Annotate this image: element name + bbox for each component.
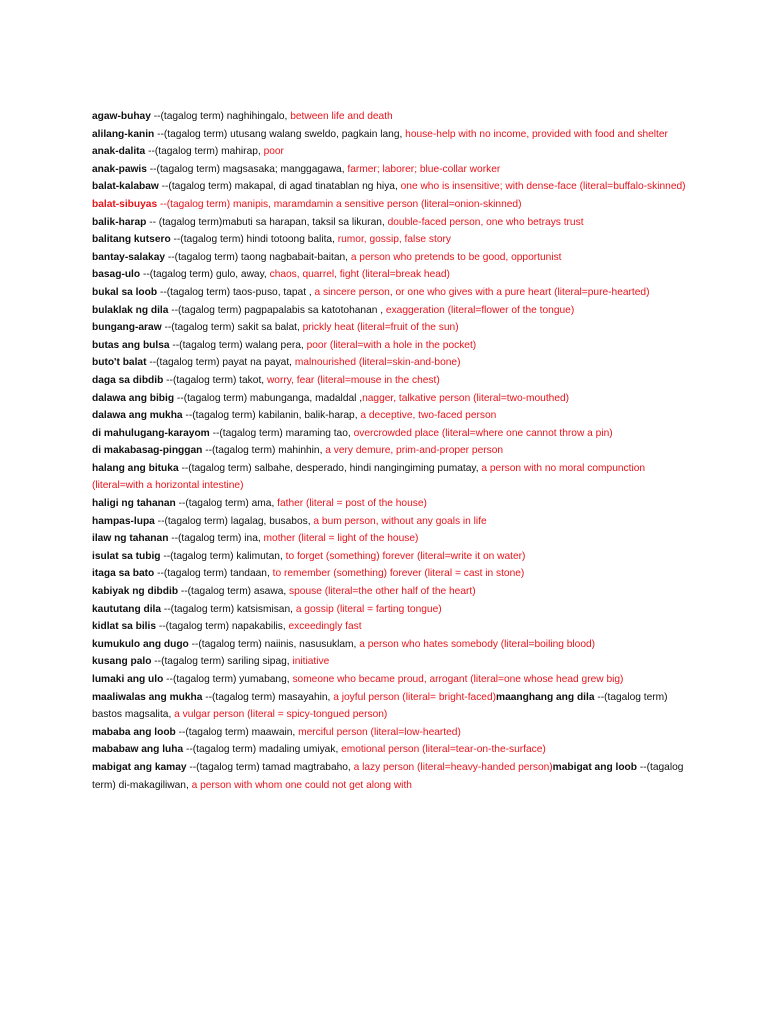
entry-term: kabiyak ng dibdib bbox=[92, 586, 179, 598]
glossary-entry bbox=[92, 126, 688, 144]
glossary-entry bbox=[92, 354, 688, 372]
entry-definition: --(tagalog term) naghihingalo, bbox=[150, 111, 291, 122]
glossary-entry bbox=[92, 214, 688, 232]
entry-definition: --(tagalog term) naiinis, nasusuklam, bbox=[188, 638, 360, 650]
glossary-entry bbox=[92, 724, 688, 742]
glossary-entry bbox=[92, 302, 688, 320]
entry-definition: --(tagalog term) madaling umiyak, bbox=[183, 744, 342, 756]
entry-term: kumukulo ang dugo bbox=[92, 638, 189, 650]
glossary-list bbox=[92, 108, 688, 794]
entry-definition: --(tagalog term) kalimutan, bbox=[160, 550, 286, 562]
entry-translation: initiative bbox=[292, 656, 330, 668]
entry-definition: --(tagalog term) ina, bbox=[168, 533, 264, 545]
entry-definition: --(tagalog term) mabunganga, madaldal , bbox=[174, 392, 363, 404]
entry-translation: to remember (something) forever (literal = cast in stone) bbox=[272, 568, 525, 580]
entry-definition: --(tagalog term) tamad magtrabaho, bbox=[186, 761, 354, 773]
glossary-entry bbox=[92, 460, 688, 495]
entry-term: balitang kutsero bbox=[92, 234, 171, 246]
entry-translation: farmer; laborer; blue-collar worker bbox=[347, 163, 501, 175]
entry-translation: between life and death bbox=[290, 111, 393, 122]
entry-term: bungang-araw bbox=[92, 322, 162, 334]
entry-definition: --(tagalog term) ama, bbox=[175, 498, 278, 510]
entry-term: butas ang bulsa bbox=[92, 339, 170, 351]
entry-definition: --(tagalog term) bastos magsalita, bbox=[92, 691, 668, 721]
entry-translation: a gossip (literal = farting tongue) bbox=[295, 603, 442, 615]
entry-translation: father (literal = post of the house) bbox=[277, 498, 427, 510]
glossary-entry bbox=[92, 108, 688, 126]
entry-definition: --(tagalog term) taong nagbabait-baitan, bbox=[165, 251, 351, 263]
entry-translation: mother (literal = light of the house) bbox=[263, 533, 419, 545]
entry-definition: --(tagalog term) maraming tao, bbox=[209, 427, 354, 439]
entry-term: buto't balat bbox=[92, 357, 147, 369]
entry-term: daga sa dibdib bbox=[92, 374, 164, 386]
entry-translation: a deceptive, two-faced person bbox=[360, 410, 497, 422]
entry-term: dalawa ang bibig bbox=[92, 392, 175, 404]
entry-definition: --(tagalog term) gulo, away, bbox=[140, 269, 270, 281]
entry-definition: --(tagalog term) yumabang, bbox=[163, 674, 293, 685]
glossary-entry bbox=[92, 390, 688, 408]
glossary-entry bbox=[92, 266, 688, 284]
entry-translation: a person with no moral compunction (literal=with a horizontal intestine) bbox=[92, 462, 646, 492]
entry-translation: a person who pretends to be good, opportunist bbox=[350, 251, 562, 263]
glossary-entry bbox=[92, 178, 688, 196]
entry-definition: --(tagalog term) sariling sipag, bbox=[151, 656, 293, 668]
glossary-entry bbox=[92, 636, 688, 654]
glossary-entry bbox=[92, 689, 688, 724]
entry-translation: a very demure, prim-and-proper person bbox=[325, 445, 504, 457]
entry-translation: merciful person (literal=low-hearted) bbox=[298, 726, 461, 738]
glossary-entry bbox=[92, 161, 688, 179]
glossary-entry bbox=[92, 425, 688, 443]
entry-term: basag-ulo bbox=[92, 269, 141, 281]
entry-term: kaututang dila bbox=[92, 603, 162, 615]
entry-translation: someone who became proud, arrogant (literal=one whose head grew big) bbox=[292, 674, 624, 685]
entry-translation: overcrowded place (literal=where one cannot throw a pin) bbox=[353, 427, 613, 439]
glossary-entry bbox=[92, 601, 688, 619]
entry-translation: a sincere person, or one who gives with a pure heart (literal=pure-hearted) bbox=[314, 286, 650, 298]
glossary-entry bbox=[92, 196, 688, 214]
entry-translation: prickly heat (literal=fruit of the sun) bbox=[302, 322, 459, 334]
entry-translation: emotional person (literal=tear-on-the-surface) bbox=[341, 744, 546, 756]
entry-definition: --(tagalog term) utusang walang sweldo, pagkain lang, bbox=[154, 128, 406, 140]
glossary-entry bbox=[92, 513, 688, 531]
entry-definition: -- (tagalog term)mabuti sa harapan, taksil sa likuran, bbox=[146, 216, 388, 228]
entry-translation: a person with whom one could not get along with bbox=[191, 779, 412, 791]
entry-translation: exaggeration (literal=flower of the tongue) bbox=[385, 304, 575, 316]
entry-term: bulaklak ng dila bbox=[92, 304, 169, 316]
entry-translation: a bum person, without any goals in life bbox=[313, 515, 487, 527]
entry-term: alilang-kanin bbox=[92, 128, 155, 140]
entry-term: kidlat sa bilis bbox=[92, 621, 156, 633]
entry-definition: --(tagalog term) payat na payat, bbox=[146, 357, 295, 369]
entry-translation: one who is insensitive; with dense-face (literal=buffalo-skinned) bbox=[400, 181, 686, 193]
glossary-entry bbox=[92, 548, 688, 566]
entry-definition: --(tagalog term) maawain, bbox=[175, 726, 299, 738]
glossary-entry bbox=[92, 407, 688, 425]
glossary-entry bbox=[92, 143, 688, 161]
entry-translation: double-faced person, one who betrays trust bbox=[387, 216, 584, 228]
entry-translation: rumor, gossip, false story bbox=[337, 234, 451, 246]
entry-term: itaga sa bato bbox=[92, 568, 155, 580]
glossary-entry bbox=[92, 284, 688, 302]
glossary-entry bbox=[92, 337, 688, 355]
entry-definition: --(tagalog term) masayahin, bbox=[202, 691, 334, 703]
entry-translation: a lazy person (literal=heavy-handed person) bbox=[353, 761, 553, 773]
entry-definition: --(tagalog term) hindi totoong balita, bbox=[170, 234, 338, 246]
entry-definition: --(tagalog term) salbahe, desperado, hindi nangingiming pumatay, bbox=[178, 462, 482, 474]
entry-definition: --(tagalog term) kabilanin, balik-harap, bbox=[182, 410, 361, 422]
entry-definition: --(tagalog term) tandaan, bbox=[154, 568, 273, 580]
entry-definition: --(tagalog term) walang pera, bbox=[169, 339, 307, 351]
entry-term: mababaw ang luha bbox=[92, 744, 184, 756]
entry-translation: exceedingly fast bbox=[288, 621, 362, 633]
entry-translation: house-help with no income, provided with food and shelter bbox=[405, 128, 668, 140]
entry-definition: --(tagalog term) taos-puso, tapat , bbox=[157, 286, 315, 298]
entry-term: di mahulugang-karayom bbox=[92, 427, 210, 439]
entry-term: lumaki ang ulo bbox=[92, 674, 164, 685]
entry-translation: chaos, quarrel, fight (literal=break head) bbox=[269, 269, 450, 281]
entry-translation: spouse (literal=the other half of the heart) bbox=[289, 586, 476, 598]
entry-term: balik-harap bbox=[92, 216, 147, 228]
entry-term: mababa ang loob bbox=[92, 726, 176, 738]
glossary-entry bbox=[92, 442, 688, 460]
entry-translation: --(tagalog term) manipis, maramdamin a sensitive person (literal=onion-skinned) bbox=[157, 198, 522, 210]
entry-translation: worry, fear (literal=mouse in the chest) bbox=[266, 374, 440, 386]
entry-definition: --(tagalog term) katsismisan, bbox=[161, 603, 296, 615]
entry-term: hampas-lupa bbox=[92, 515, 155, 527]
entry-definition: --(tagalog term) makapal, di agad tinatablan ng hiya, bbox=[158, 181, 401, 193]
entry-term: maanghang ang dila bbox=[496, 691, 595, 703]
glossary-entry bbox=[92, 372, 688, 390]
glossary-entry bbox=[92, 231, 688, 249]
entry-term: maaliwalas ang mukha bbox=[92, 691, 203, 703]
entry-term-highlight: balat-sibuyas bbox=[92, 198, 158, 210]
entry-translation: a person who hates somebody (literal=boiling blood) bbox=[359, 638, 596, 650]
entry-translation: a joyful person (literal= bright-faced) bbox=[333, 691, 497, 703]
entry-term: di makabasag-pinggan bbox=[92, 445, 203, 457]
entry-translation: poor bbox=[263, 146, 284, 158]
entry-definition: --(tagalog term) takot, bbox=[163, 374, 267, 386]
glossary-entry bbox=[92, 741, 688, 759]
entry-term: ilaw ng tahanan bbox=[92, 533, 169, 545]
entry-term: bantay-salakay bbox=[92, 251, 166, 263]
glossary-entry bbox=[92, 759, 688, 794]
glossary-entry bbox=[92, 671, 688, 689]
entry-term: isulat sa tubig bbox=[92, 550, 161, 562]
entry-definition: --(tagalog term) pagpapalabis sa katotohanan , bbox=[168, 304, 386, 316]
entry-definition: --(tagalog term) mahirap, bbox=[145, 146, 264, 158]
glossary-entry bbox=[92, 653, 688, 671]
entry-translation: malnourished (literal=skin-and-bone) bbox=[294, 357, 461, 369]
glossary-entry bbox=[92, 319, 688, 337]
glossary-entry bbox=[92, 495, 688, 513]
entry-definition: --(tagalog term) sakit sa balat, bbox=[161, 322, 303, 334]
entry-definition: --(tagalog term) lagalag, busabos, bbox=[154, 515, 314, 527]
entry-translation: a vulgar person (literal = spicy-tongued person) bbox=[174, 709, 388, 721]
entry-term: halang ang bituka bbox=[92, 462, 179, 474]
entry-translation: to forget (something) forever (literal=write it on water) bbox=[285, 550, 526, 562]
glossary-entry bbox=[92, 565, 688, 583]
entry-definition: --(tagalog term) napakabilis, bbox=[155, 621, 289, 633]
entry-term: bukal sa loob bbox=[92, 286, 158, 298]
entry-term: kusang palo bbox=[92, 656, 152, 668]
entry-term: mabigat ang kamay bbox=[92, 761, 187, 773]
glossary-entry bbox=[92, 583, 688, 601]
entry-definition: --(tagalog term) asawa, bbox=[178, 586, 290, 598]
entry-term: anak-pawis bbox=[92, 163, 147, 175]
entry-definition: --(tagalog term) magsasaka; manggagawa, bbox=[146, 163, 348, 175]
entry-term: haligi ng tahanan bbox=[92, 498, 176, 510]
entry-definition: --(tagalog term) di-makagiliwan, bbox=[92, 761, 684, 791]
entry-term: agaw-buhay bbox=[92, 111, 151, 122]
entry-translation: nagger, talkative person (literal=two-mouthed) bbox=[362, 392, 570, 404]
entry-term: dalawa ang mukha bbox=[92, 410, 183, 422]
glossary-entry bbox=[92, 618, 688, 636]
glossary-entry bbox=[92, 530, 688, 548]
entry-term: mabigat ang loob bbox=[552, 761, 638, 773]
entry-term: anak-dalita bbox=[92, 146, 146, 158]
entry-term: balat-kalabaw bbox=[92, 181, 159, 193]
entry-definition: --(tagalog term) mahinhin, bbox=[202, 445, 326, 457]
glossary-entry bbox=[92, 249, 688, 267]
entry-translation: poor (literal=with a hole in the pocket) bbox=[306, 339, 477, 351]
